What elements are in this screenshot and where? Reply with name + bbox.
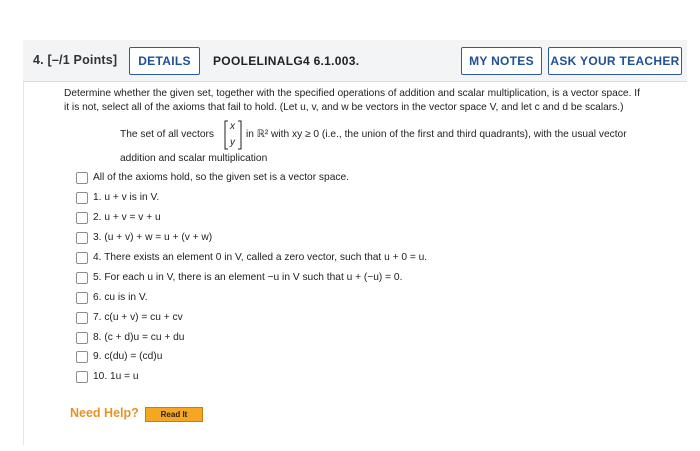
- checkbox[interactable]: [76, 332, 88, 344]
- option-label: 5. For each u in V, there is an element −u in V such that u + (−u) = 0.: [93, 272, 403, 283]
- checkbox[interactable]: [76, 312, 88, 324]
- vector-top-entry: x: [230, 121, 235, 132]
- question-prompt: [64, 87, 680, 115]
- prompt-line-1: Determine whether the given set, together with the specified operations of addition and scalar multiplication, is a vector space. If: [64, 88, 640, 99]
- checkbox[interactable]: [76, 172, 88, 184]
- set-lead-text: The set of all vectors: [120, 129, 214, 140]
- column-vector: [224, 120, 242, 150]
- option-label: All of the axioms hold, so the given set is a vector space.: [93, 172, 349, 183]
- question-id: POOLELINALG4 6.1.003.: [213, 54, 360, 68]
- question-number: 4. [–/1 Points]: [33, 53, 118, 67]
- points-label: [–/1 Points]: [47, 53, 118, 67]
- checkbox[interactable]: [76, 351, 88, 363]
- set-condition-text: in ℝ² with xy ≥ 0 (i.e., the union of the first and third quadrants), with the usual vector: [246, 129, 627, 140]
- checkbox[interactable]: [76, 292, 88, 304]
- option-label: 10. 1u = u: [93, 371, 139, 382]
- checkbox[interactable]: [76, 272, 88, 284]
- checkbox[interactable]: [76, 371, 88, 383]
- checkbox[interactable]: [76, 192, 88, 204]
- prompt-line-2: it is not, select all of the axioms that fail to hold. (Let u, v, and w be vectors in the vector space V, and let c and d be scalars.): [64, 102, 624, 113]
- option-label: 6. cu is in V.: [93, 292, 148, 303]
- vector-bottom-entry: y: [230, 137, 235, 148]
- need-help-label: Need Help?: [70, 406, 139, 420]
- checkbox[interactable]: [76, 232, 88, 244]
- details-button[interactable]: DETAILS: [129, 47, 200, 75]
- option-label: 3. (u + v) + w = u + (v + w): [93, 232, 213, 243]
- ask-teacher-button[interactable]: ASK YOUR TEACHER: [548, 47, 682, 75]
- option-label: 4. There exists an element 0 in V, called a zero vector, such that u + 0 = u.: [93, 252, 428, 263]
- option-label: 1. u + v is in V.: [93, 192, 160, 203]
- checkbox[interactable]: [76, 252, 88, 264]
- option-label: 8. (c + d)u = cu + du: [93, 332, 185, 343]
- option-label: 9. c(du) = (cd)u: [93, 351, 163, 362]
- set-operations-text: addition and scalar multiplication: [120, 153, 268, 164]
- question-header: [23, 40, 687, 82]
- option-label: 7. c(u + v) = cu + cv: [93, 312, 183, 323]
- option-label: 2. u + v = v + u: [93, 212, 161, 223]
- my-notes-button[interactable]: MY NOTES: [461, 47, 542, 75]
- read-it-button[interactable]: Read It: [145, 407, 203, 422]
- checkbox[interactable]: [76, 212, 88, 224]
